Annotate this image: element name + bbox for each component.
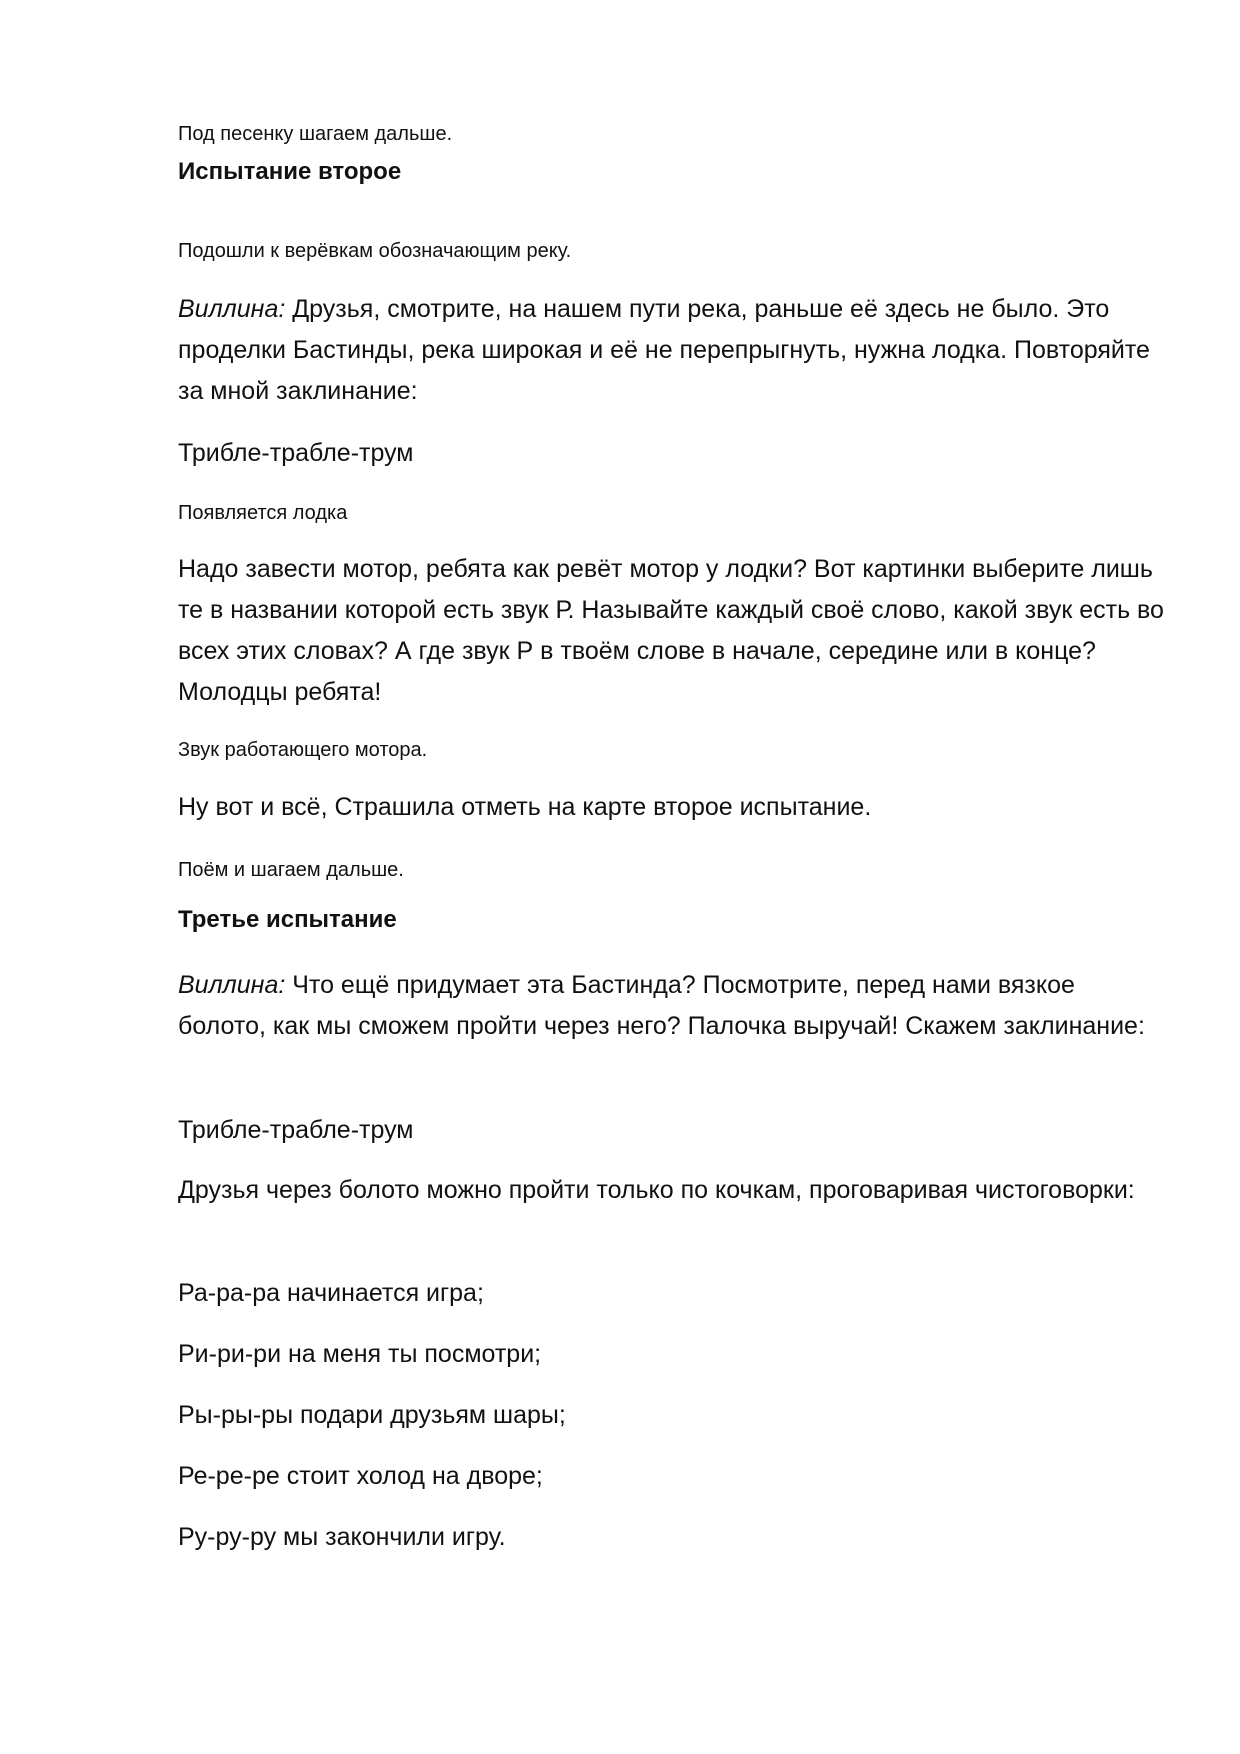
speaker-name: Виллина:: [178, 971, 286, 999]
stage-direction: Под песенку шагаем дальше.: [178, 123, 453, 145]
speaker-name: Виллина:: [178, 295, 286, 323]
tongue-twister-line: Ры-ры-ры подари друзьям шары;: [178, 1401, 566, 1429]
stage-direction: Появляется лодка: [178, 502, 348, 524]
tongue-twister-line: Ра-ра-ра начинается игра;: [178, 1279, 484, 1307]
stage-direction: Подошли к верёвкам обозначающим реку.: [178, 240, 572, 262]
section-heading: Испытание второе: [178, 158, 402, 185]
dialogue-paragraph: [178, 965, 1168, 1047]
dialogue-paragraph: Друзья через болото можно пройти только по кочкам, проговаривая чистоговорки:: [178, 1176, 1135, 1204]
dialogue-paragraph: Ну вот и всё, Страшила отметь на карте второе испытание.: [178, 793, 872, 821]
dialogue-text: Что ещё придумает эта Бастинда? Посмотрите, перед нами вязкое болото, как мы сможем пройти через него? Палочка выручай! Скажем заклинание:: [178, 971, 1145, 1040]
section-heading: Третье испытание: [178, 906, 397, 933]
dialogue-text: Друзья, смотрите, на нашем пути река, раньше её здесь не было. Это проделки Бастинды, река широкая и её не перепрыгнуть, нужна лодка. Повторяйте за мной заклинание:: [178, 295, 1150, 405]
stage-direction: Звук работающего мотора.: [178, 739, 428, 761]
stage-direction: Поём и шагаем дальше.: [178, 859, 404, 881]
tongue-twister-line: Ри-ри-ри на меня ты посмотри;: [178, 1340, 542, 1368]
dialogue-paragraph: Надо завести мотор, ребята как ревёт мотор у лодки? Вот картинки выберите лишь те в названии которой есть звук Р. Называйте каждый своё слово, какой звук есть во всех этих словах? А где звук Р в твоём слове в начале, середине или в конце? Молодцы ребята!: [178, 555, 1164, 706]
spell-text: Трибле-трабле-трум: [178, 1116, 414, 1144]
tongue-twister-line: Ру-ру-ру мы закончили игру.: [178, 1523, 506, 1551]
spell-text: Трибле-трабле-трум: [178, 439, 414, 467]
dialogue-paragraph: [178, 289, 1168, 412]
tongue-twister-line: Ре-ре-ре стоит холод на дворе;: [178, 1462, 543, 1490]
